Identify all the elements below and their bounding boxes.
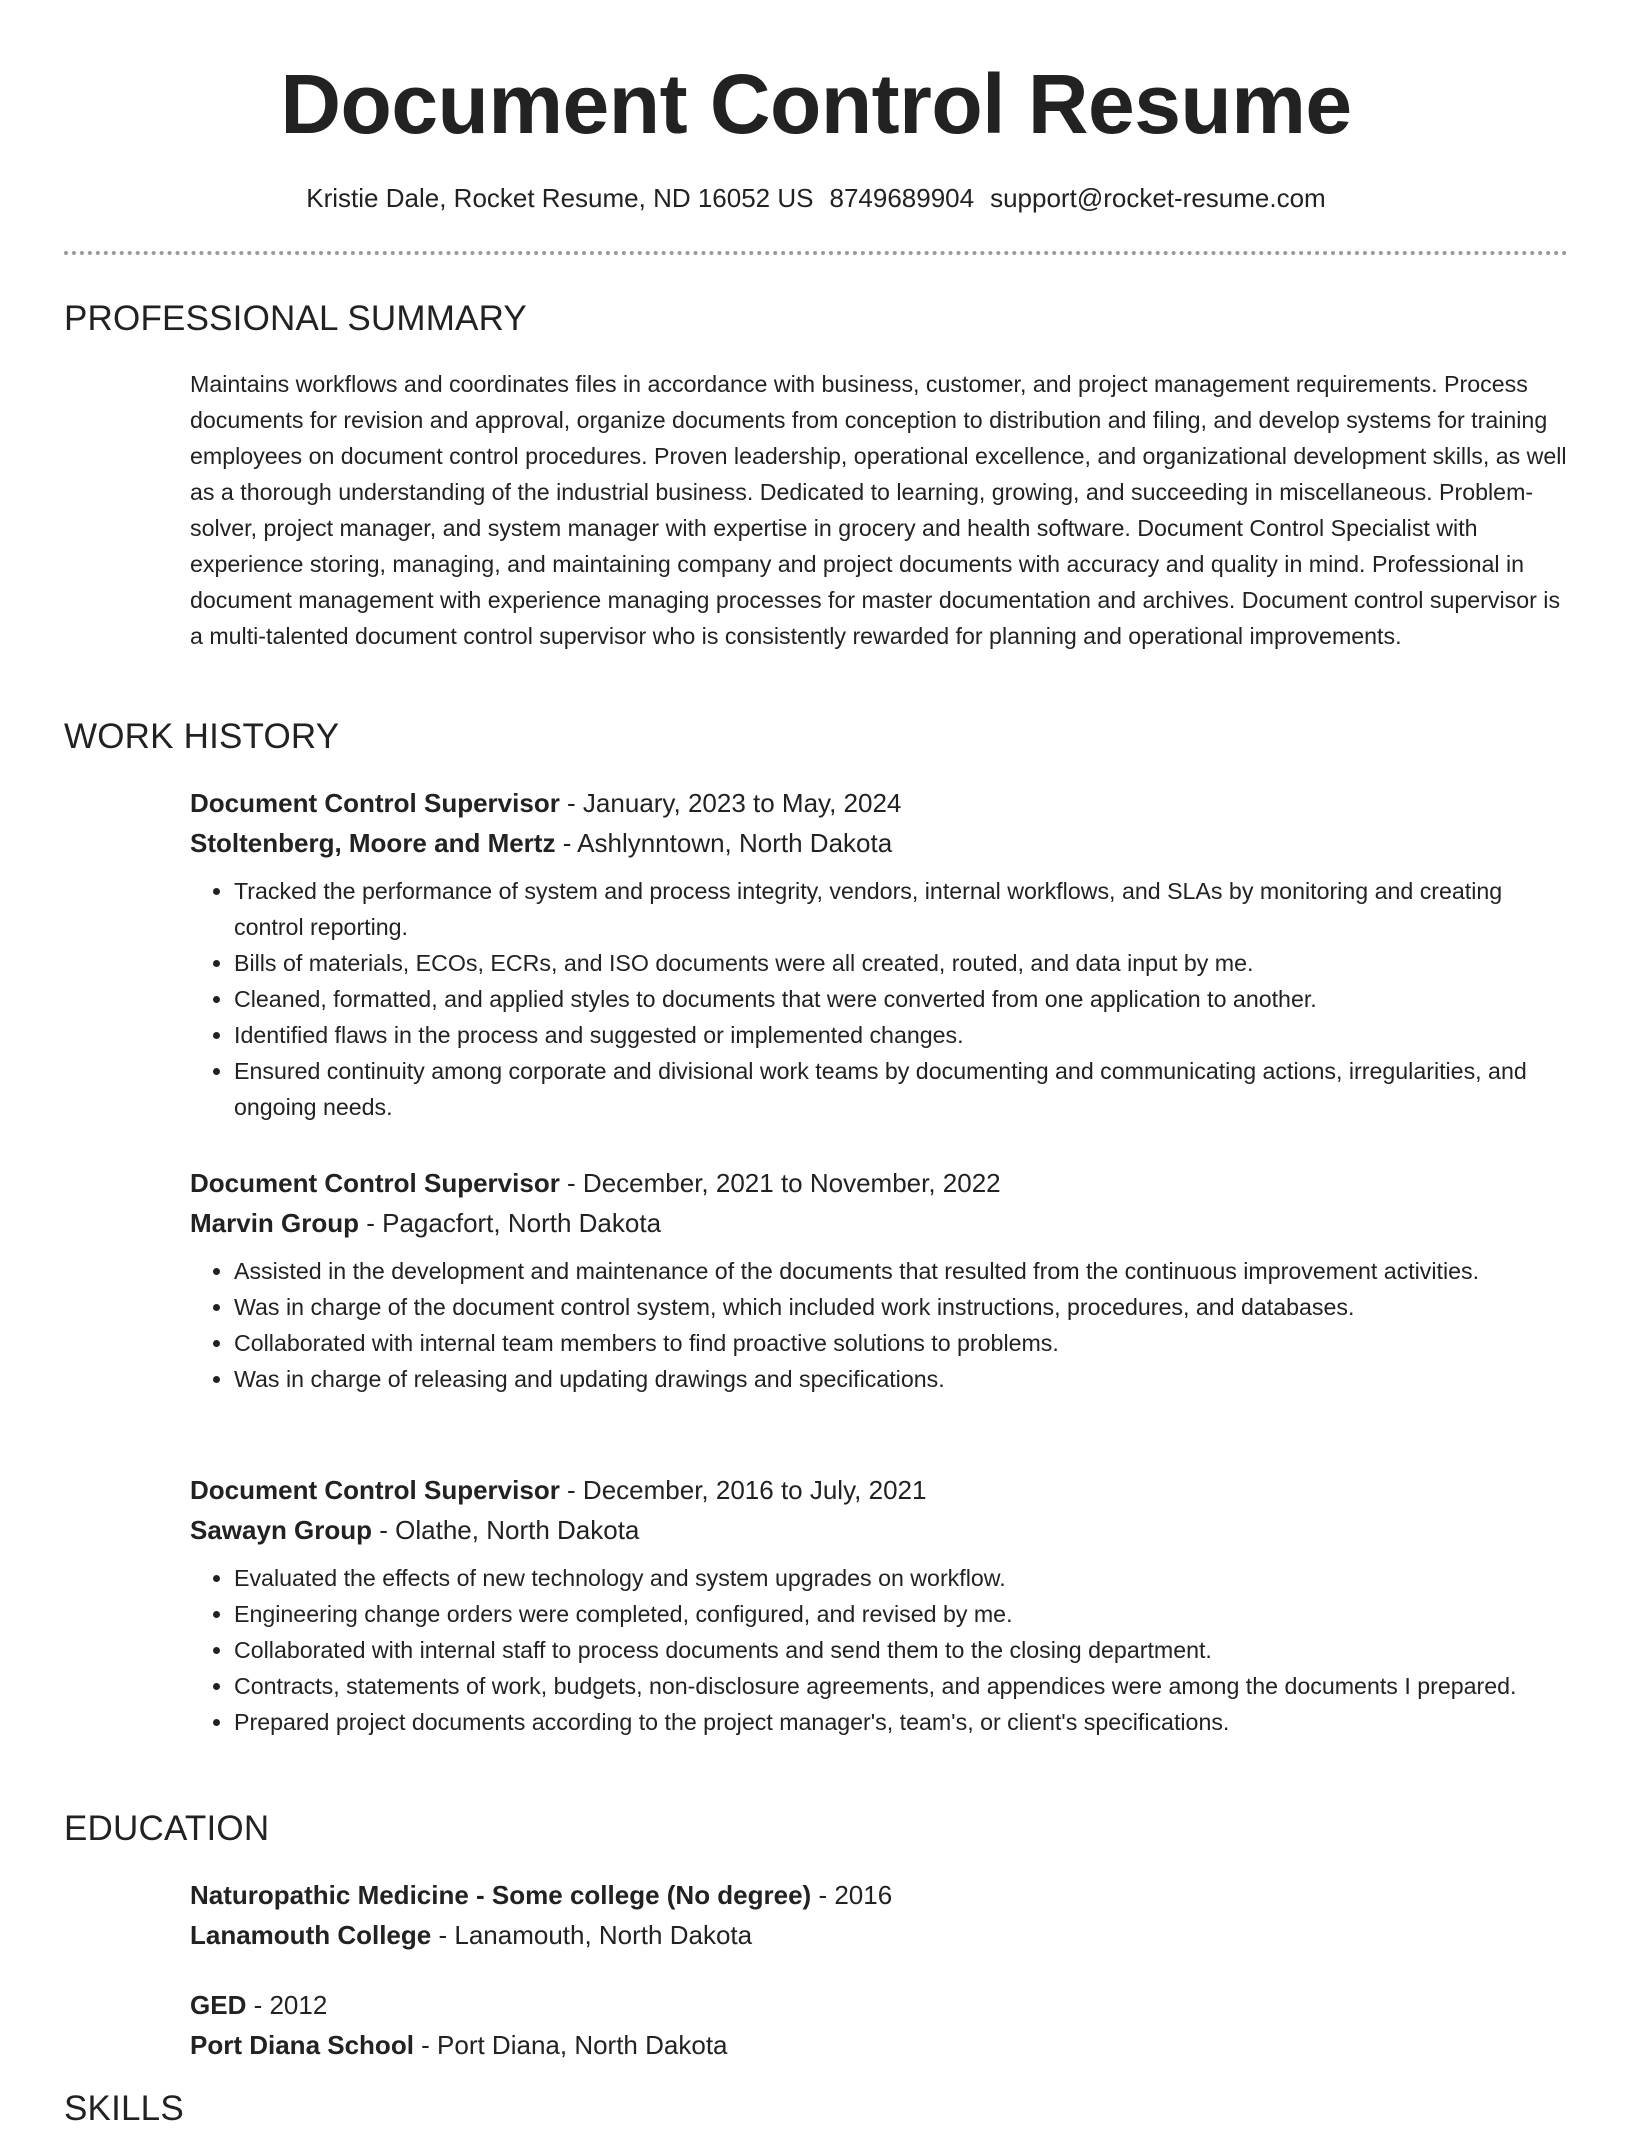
job-bullet: • Assisted in the development and maintenance of the documents that resulted from the continuous improvement activities.: [234, 1253, 1568, 1289]
education-year: - 2016: [811, 1880, 893, 1910]
summary-text: Maintains workflows and coordinates files in accordance with business, customer, and project management requirements. Process documents for revision and approval, organize documents from conception to distribution and filing, and develop systems for training employees on document control procedures. Proven leadership, operational excellence, and organizational development skills, as well as a thorough understanding of the industrial business. Dedicated to learning, growing, and succeeding in miscellaneous. Problem-solver, project manager, and system manager with expertise in grocery and health software. Document Control Specialist with experience storing, managing, and maintaining company and project documents with accuracy and quality in mind. Professional in document management with experience managing processes for master documentation and archives. Document control supervisor is a multi-talented document control supervisor who is consistently rewarded for planning and operational improvements.: [190, 371, 1567, 649]
job-title: Document Control Supervisor: [190, 788, 560, 818]
skills-heading: SKILLS: [64, 2089, 184, 2128]
header-divider: [64, 251, 1568, 255]
job-company: Sawayn Group: [190, 1515, 373, 1545]
job-location: - Pagacfort, North Dakota: [359, 1208, 662, 1238]
job-location: - Olathe, North Dakota: [372, 1515, 640, 1545]
job-dates: - January, 2023 to May, 2024: [559, 788, 902, 818]
job-bullet: • Tracked the performance of system and process integrity, vendors, internal workflows, and SLAs by monitoring and creating control reporting.: [234, 873, 1568, 945]
job-company: Stoltenberg, Moore and Mertz: [190, 828, 556, 858]
job-title-line: [190, 783, 1568, 823]
job-company: Marvin Group: [190, 1208, 360, 1238]
job-dates: - December, 2021 to November, 2022: [559, 1168, 1001, 1198]
summary-heading: PROFESSIONAL SUMMARY: [64, 299, 527, 338]
job-bullet: • Ensured continuity among corporate and divisional work teams by documenting and communicating actions, irregularities, and ongoing needs.: [234, 1053, 1568, 1125]
education-location: - Lanamouth, North Dakota: [431, 1920, 753, 1950]
job-bullets: [190, 1560, 1568, 1740]
education-school: Lanamouth College: [190, 1920, 432, 1950]
education-degree: Naturopathic Medicine - Some college (No degree): [190, 1880, 812, 1910]
job-bullets: [190, 873, 1568, 1125]
job-bullet: • Cleaned, formatted, and applied styles to documents that were converted from one application to another.: [234, 981, 1568, 1017]
job-bullet: • Evaluated the effects of new technology and system upgrades on workflow.: [234, 1560, 1568, 1596]
education-entry: [190, 1985, 1568, 2065]
job-entry: [190, 1470, 1568, 1740]
job-entry: [190, 783, 1568, 1125]
job-bullet: • Engineering change orders were completed, configured, and revised by me.: [234, 1596, 1568, 1632]
contact-phone: 8749689904: [829, 183, 975, 213]
job-dates: - December, 2016 to July, 2021: [559, 1475, 927, 1505]
education-entry: [190, 1875, 1568, 1955]
job-bullet: • Identified flaws in the process and suggested or implemented changes.: [234, 1017, 1568, 1053]
job-title-line: [190, 1470, 1568, 1510]
job-bullet: • Collaborated with internal staff to process documents and send them to the closing department.: [234, 1632, 1568, 1668]
job-title-line: [190, 1163, 1568, 1203]
education-degree: GED: [190, 1990, 247, 2020]
job-title: Document Control Supervisor: [190, 1475, 560, 1505]
job-location: - Ashlynntown, North Dakota: [555, 828, 893, 858]
work-history-heading: WORK HISTORY: [64, 717, 340, 756]
education-degree-line: [190, 1985, 1568, 2025]
contact-address: Kristie Dale, Rocket Resume, ND 16052 US: [306, 183, 814, 213]
resume-title: Document Control Resume: [280, 57, 1352, 151]
job-company-line: [190, 1203, 1568, 1243]
contact-line: [0, 180, 1632, 216]
job-bullet: • Bills of materials, ECOs, ECRs, and ISO documents were all created, routed, and data input by me.: [234, 945, 1568, 981]
education-school: Port Diana School: [190, 2030, 414, 2060]
job-bullet: • Was in charge of the document control system, which included work instructions, procedures, and databases.: [234, 1289, 1568, 1325]
job-bullet: • Prepared project documents according to the project manager's, team's, or client's specifications.: [234, 1704, 1568, 1740]
job-entry: [190, 1163, 1568, 1397]
education-school-line: [190, 1915, 1568, 1955]
job-bullets: [190, 1253, 1568, 1397]
job-bullet: • Contracts, statements of work, budgets, non-disclosure agreements, and appendices were among the documents I prepared.: [234, 1668, 1568, 1704]
education-school-line: [190, 2025, 1568, 2065]
education-heading: EDUCATION: [64, 1809, 270, 1848]
education-location: - Port Diana, North Dakota: [413, 2030, 728, 2060]
education-year: - 2012: [246, 1990, 328, 2020]
job-bullet: • Collaborated with internal team members to find proactive solutions to problems.: [234, 1325, 1568, 1361]
job-company-line: [190, 823, 1568, 863]
contact-email: support@rocket-resume.com: [990, 183, 1326, 213]
job-title: Document Control Supervisor: [190, 1168, 560, 1198]
job-bullet: • Was in charge of releasing and updating drawings and specifications.: [234, 1361, 1568, 1397]
education-degree-line: [190, 1875, 1568, 1915]
job-company-line: [190, 1510, 1568, 1550]
